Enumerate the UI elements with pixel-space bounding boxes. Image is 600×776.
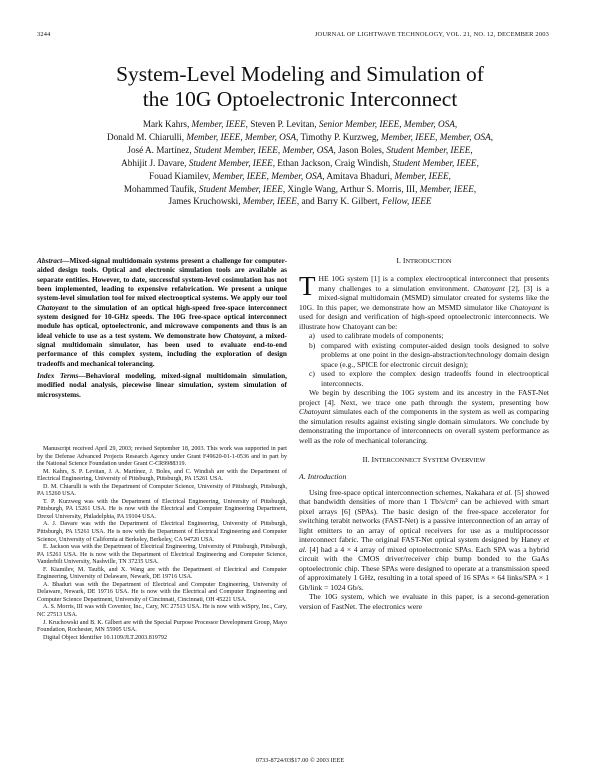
footnote: J. Kruchowski and B. K. Gilbert are with the Special Purpose Processor Development Group, Mayo Foundation, Rochester, MN 55905 USA.: [37, 619, 287, 634]
list-item: b) compared with existing computer-aided design tools designed to solve problems at one point in the design-abstraction/technology domain design space (e.g., SPICE for electronic circuit design);: [309, 340, 549, 369]
section-heading-overview: II. INTERCONNECT SYSTEM OVERVIEW: [362, 455, 486, 464]
abstract-label: Abstract: [37, 256, 63, 265]
subsection-heading: A. Introduction: [299, 472, 347, 481]
footnote: A. J. Davare was with the Department of Electrical Engineering, University of Pittsburgh, Pittsburgh, PA 15261 USA. He is now with the Department of Electrical Engineering and Computer Science, University of California at Berkeley, Berkeley, CA 94720 USA.: [37, 521, 287, 543]
list-item: a) used to calibrate models of components;: [309, 331, 444, 340]
index-terms: Index Terms—Behavioral modeling, mixed-signal multidomain simulation, modified nodal analysis, piecewise linear simulation, system simulation of microsystems.: [37, 371, 288, 399]
doi: Digital Object Identifier 10.1109/JLT.2003.819792: [43, 634, 167, 641]
footnote: A. S. Morris, III was with Coventor, Inc., Cary, NC 27513 USA. He is now with wiSpry, Inc., Cary, NC 27513 USA.: [37, 604, 287, 619]
list-item: c) used to explore the complex design tradeoffs found in electrooptical interconnects.: [309, 369, 549, 388]
author-line: Mark Kahrs, Member, IEEE, Steven P. Levitan, Senior Member, IEEE, Member, OSA,: [142, 119, 458, 129]
footnote: T. P. Kurzweg was with the Department of Electrical Engineering, University of Pittsburgh, Pittsburgh, PA 15261 USA. He is now with the Electrical and Computer Engineering Department, Drexel University, Philadelphia, PA 19104 USA.: [37, 498, 287, 520]
footnote: D. M. Chiarulli is with the Department of Computer Science, University of Pittsburgh, Pittsburgh, PA 15260 USA.: [37, 483, 287, 498]
section-heading-introduction: I. INTRODUCTION: [396, 256, 452, 265]
author-line: James Kruchowski, Member, IEEE, and Barry K. Gilbert, Fellow, IEEE: [168, 196, 432, 207]
footnote: E. Jackson was with the Department of Electrical Engineering, University of Pittsburgh, Pittsburgh, PA 15261 USA. He is now with the Department of Electrical Engineering and Computer Science, Vanderbilt University, Nashville, TN 37235 USA.: [37, 544, 287, 566]
title-line-1: System-Level Modeling and Simulation of: [116, 62, 484, 86]
footnote: A. Bhaduri was with the Department of Electrical and Computer Engineering, University of Delaware, Newark, DE 19716 USA. He is now with the Electrical and Computer Engineering and Computer Science Department, University of Cincinnati, Cincinnati, OH 45221 USA.: [37, 581, 287, 603]
overview-paragraph: The 10G system, which we evaluate in this paper, is a second-generation version of FastNet. The electronics were: [299, 592, 549, 611]
footnote: F. Kiamilev, M. Taufik, and X. Wang are with the Department of Electrical and Computer Engineering, University of Delaware, Newark, DE 19716 USA.: [37, 566, 287, 581]
copyright-footer: 0733-8724/03$17.00 © 2003 IEEE: [255, 757, 345, 764]
page-number: 3244: [37, 31, 51, 38]
overview-paragraph: Using free-space optical interconnection schemes, Nakahara et al. [5] showed that bandwidth densities of more than 1 Tb/s/cm² can be achieved with smart pixel arrays [6] (SPAs). The basic design of the free-space accelerator for switching terabit networks (FAST-Net) is a passive interconnection of an array of light emitters to an array of optical receivers for use as a multiprocessor interconnect fabric. The original FAST-Net optical system designed by Haney et al. [4] had a 4 × 4 array of mixed optoelectronic SPAs. Each SPA was a hybrid circuit with the CMOS driver/receiver chip bump bonded to the GaAs optoelectronic chip. These SPAs were designed to operate at a transmission speed of approximately 1 GHz, resulting in a total speed of 16 SPAs × 64 links/SPA × 1 Gb/link = 1024 Gb/s.: [299, 487, 549, 592]
index-terms-label: Index Terms: [37, 371, 79, 380]
footnotes: [37, 446, 287, 642]
intro-paragraph: We begin by describing the 10G system and its ancestry in the FAST-Net project [4]. Next, we trace one path through the system, presenting how Chatoyant simulates each of the components in the system as well as comparing the simulation results against existing single domain simulators. We conclude by demonstrating the importance of interconnects on overall system performance as well as the role of mechanical tolerancing.: [299, 388, 549, 445]
right-column: [299, 256, 549, 611]
footnote: Manuscript received April 29, 2003; revised September 18, 2003. This work was supported in part by the Defense Advanced Projects Research Agency under Grant F49620-01-1-0536 and in part by the National Science Foundation under Grant C-CR9988319.: [37, 446, 287, 468]
author-list: [30, 118, 570, 208]
drop-cap: T: [299, 271, 316, 301]
paper-title: [0, 62, 600, 112]
author-line: Fouad Kiamilev, Member, IEEE, Member, OSA, Amitava Bhaduri, Member, IEEE,: [149, 170, 451, 181]
author-line: Abhijit J. Davare, Student Member, IEEE, Ethan Jackson, Craig Windish, Student Member, IEEE,: [121, 157, 479, 168]
author-line: Donald M. Chiarulli, Member, IEEE, Member, OSA, Timothy P. Kurzweg, Member, IEEE, Member, OSA,: [106, 131, 494, 142]
author-line: Mohammed Taufik, Student Member, IEEE, Xingle Wang, Arthur S. Morris, III, Member, IEEE,: [123, 183, 477, 194]
footnote: M. Kahrs, S. P. Levitan, J. A. Martínez, J. Boles, and C. Windish are with the Department of Electrical Engineering, University of Pittsburgh, Pittsburgh, PA 15261 USA.: [37, 468, 287, 483]
running-header: JOURNAL OF LIGHTWAVE TECHNOLOGY, VOL. 21, NO. 12, DECEMBER 2003: [314, 31, 549, 38]
abstract: Abstract—Mixed-signal multidomain systems present a challenge for computer-aided design tools. Optical and electronic simulation tools are available as separate entities. However, to date, successful system-level cosimulation has not been implemented, leading to expensive refabrication. We present a unique system-level simulation tool for mixed electrooptical systems. We apply our tool Chatoyant to the simulation of an optical high-speed free-space interconnect system designed for 10-GHz speeds. The 10G free-space optical interconnect module has optical, optoelectronic, and microwave components and thus is an ideal vehicle to use as a test system. We demonstrate how Chatoyant, a mixed-signal multidomain simulator, has been used to evaluate end-to-end performance of this complex system, including the exploration of design tradeoffs and mechanical tolerancing.: [37, 256, 287, 368]
author-line: José A. Martínez, Student Member, IEEE, Member, OSA, Jason Boles, Student Member, IEEE,: [127, 144, 473, 155]
title-line-2: the 10G Optoelectronic Interconnect: [142, 87, 458, 111]
intro-paragraph: THE 10G system [1] is a complex electrooptical interconnect that presents many challenges to a simulation environment. Chatoyant [2], [3] is a mixed-signal multidomain (MSMD) simulator created for systems like the 10G. In this paper, we demonstrate how an MSMD simulator like Chatoyant is used for design and verification of high-speed optoelectronic interconnects. We illustrate how Chatoyant can be:: [299, 271, 550, 331]
capability-list: [299, 331, 549, 388]
